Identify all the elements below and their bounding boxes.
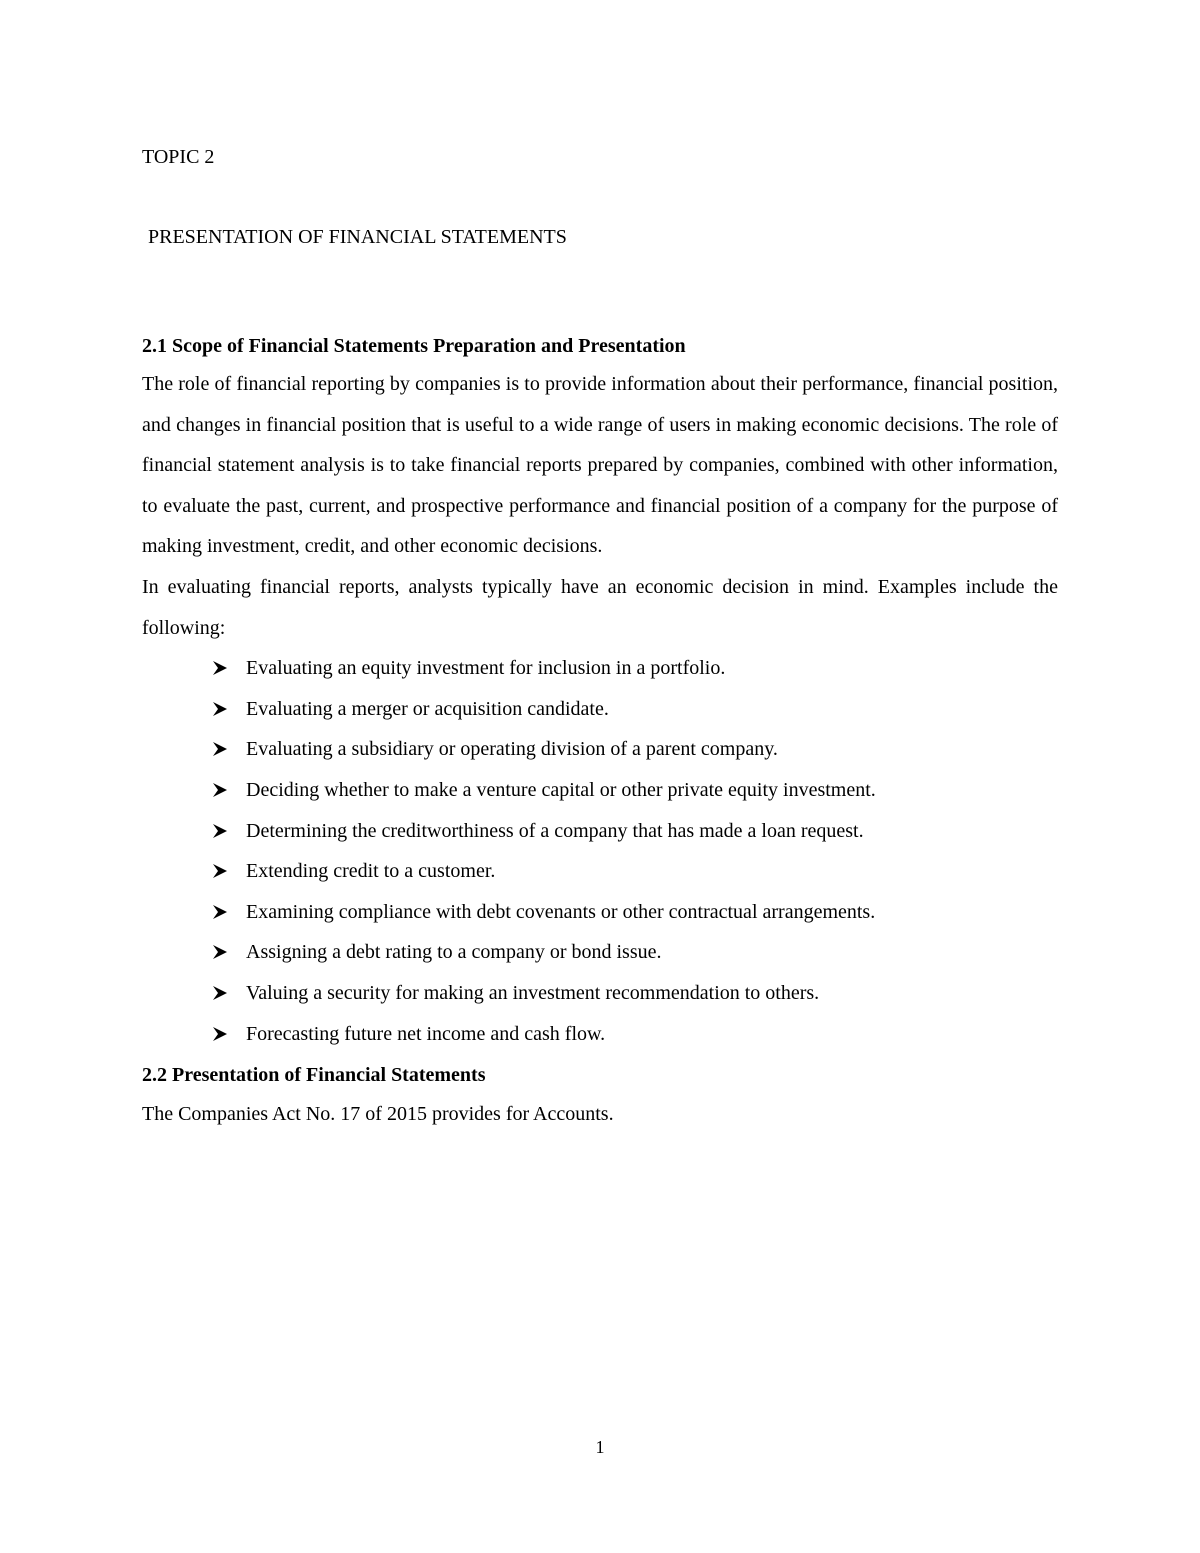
list-item <box>212 648 1058 689</box>
companies-act-paragraph: The Companies Act No. 17 of 2015 provides for Accounts. <box>142 1103 614 1126</box>
list-item-text: Evaluating an equity investment for inclusion in a portfolio. <box>246 657 726 680</box>
arrowhead-bullet-icon <box>212 904 228 920</box>
section-heading-2-1: 2.1 Scope of Financial Statements Preparation and Presentation <box>142 335 686 357</box>
list-item-text: Deciding whether to make a venture capital or other private equity investment. <box>246 778 876 801</box>
list-item-text: Determining the creditworthiness of a company that has made a loan request. <box>246 819 864 842</box>
examples-intro-paragraph: In evaluating financial reports, analysts typically have an economic decision in mind. Examples include the following: <box>142 575 1058 639</box>
list-item-text: Evaluating a merger or acquisition candidate. <box>246 697 609 720</box>
list-item <box>212 851 1058 892</box>
arrowhead-bullet-icon <box>212 782 228 798</box>
list-item-text: Examining compliance with debt covenants or other contractual arrangements. <box>246 900 876 923</box>
list-item <box>212 892 1058 933</box>
topic-label: TOPIC 2 <box>142 146 215 168</box>
list-item <box>212 729 1058 770</box>
list-item <box>212 1014 1058 1055</box>
list-item <box>212 689 1058 730</box>
list-item-text: Assigning a debt rating to a company or bond issue. <box>246 941 662 964</box>
decision-examples-list <box>142 648 1058 1054</box>
list-item <box>212 811 1058 852</box>
document-title: PRESENTATION OF FINANCIAL STATEMENTS <box>148 226 567 248</box>
arrowhead-bullet-icon <box>212 1026 228 1042</box>
arrowhead-bullet-icon <box>212 985 228 1001</box>
scope-paragraph: The role of financial reporting by companies is to provide information about their performance, financial position, and changes in financial position that is useful to a wide range of users in making economic decisions. The role of financial statement analysis is to take financial reports prepared by companies, combined with other information, to evaluate the past, current, and prospective performance and financial position of a company for the purpose of making investment, credit, and other economic decisions. <box>142 373 1058 558</box>
page-number: 1 <box>595 1437 605 1457</box>
arrowhead-bullet-icon <box>212 944 228 960</box>
list-item-text: Forecasting future net income and cash flow. <box>246 1022 606 1045</box>
list-item <box>212 932 1058 973</box>
list-item-text: Extending credit to a customer. <box>246 860 496 883</box>
arrowhead-bullet-icon <box>212 701 228 717</box>
arrowhead-bullet-icon <box>212 660 228 676</box>
document-body <box>142 332 1058 1135</box>
arrowhead-bullet-icon <box>212 863 228 879</box>
list-item-text: Evaluating a subsidiary or operating division of a parent company. <box>246 738 778 761</box>
list-item-text: Valuing a security for making an investment recommendation to others. <box>246 981 820 1004</box>
arrowhead-bullet-icon <box>212 823 228 839</box>
list-item <box>212 973 1058 1014</box>
list-item <box>212 770 1058 811</box>
arrowhead-bullet-icon <box>212 741 228 757</box>
section-heading-2-2: 2.2 Presentation of Financial Statements <box>142 1064 486 1087</box>
